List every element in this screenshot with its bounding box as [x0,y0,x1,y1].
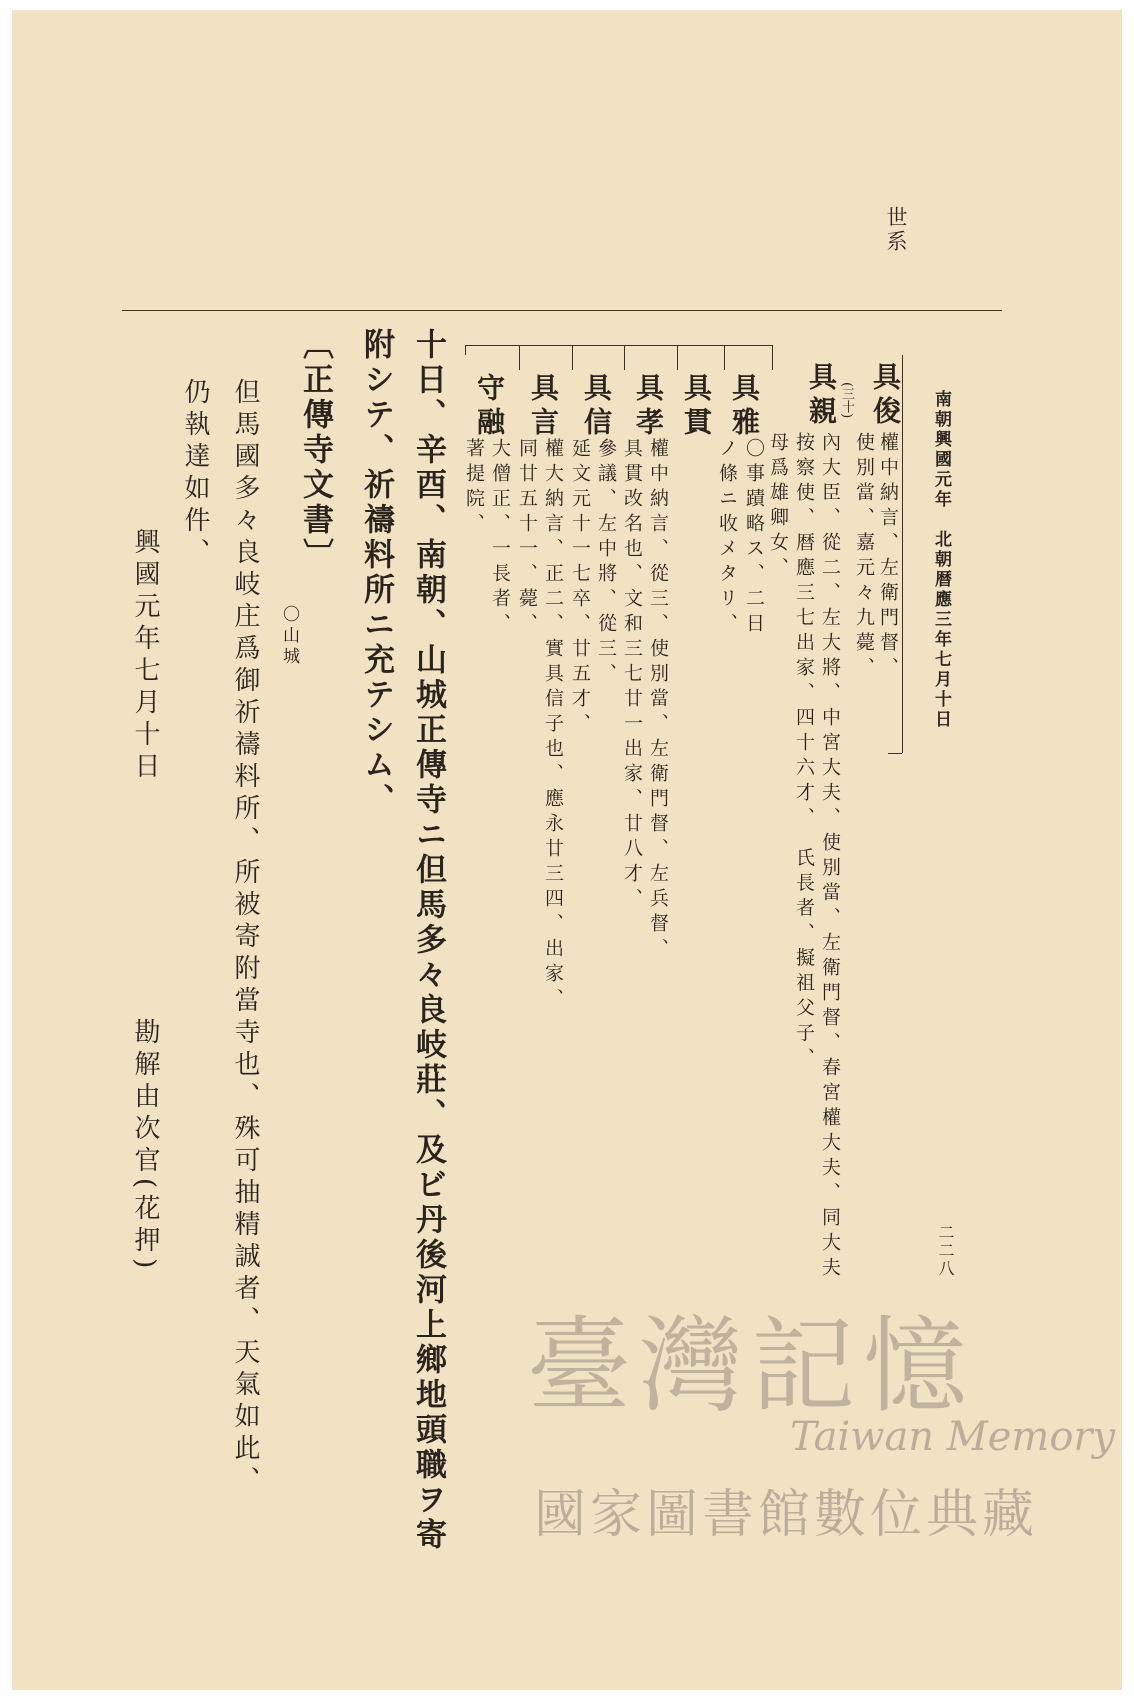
entry-main-line-1: 十日、辛酉、南朝、山城正傳寺ニ但馬多々良岐莊、及ビ丹後河上鄉地頭職ヲ寄 [410,328,446,1553]
document-page [12,10,1122,1690]
bracket-left-end [465,345,466,355]
entry-main-line-2: 附シテ、祈禱料所ニ充テシム、 [358,328,394,818]
document-text-line-2: 仍執達如件、 [180,378,210,570]
watermark-organization: 國家圖書館數位典藏 [534,1485,1039,1545]
name-gu-xin: 具信 [580,373,613,441]
header-rule [122,310,1002,311]
note-gu-xiao-2: 具貫改名也、文和三七廿一出家、廿八才、 [621,438,643,913]
box-right-line [902,355,903,753]
note-shou-rong-2: 著提院、 [463,438,485,538]
name-gu-yan: 具言 [527,373,560,441]
era-line: 南朝興國元年 北朝暦應三年七月十日 [931,390,951,730]
name-gu-ya: 具雅 [728,373,761,441]
tick-gu-guan [724,345,725,370]
note-gu-jun-2: 使別當、嘉元々九薨、 [853,432,875,682]
note-shou-rong-1: 大僧正、一長者、 [489,438,511,638]
section-title: 世系 [884,206,908,254]
tick-gu-yan [572,345,573,370]
name-gu-qin: 具親 [805,362,838,430]
document-signature: 勘解由次官(花押) [130,1018,160,1275]
note-gu-ya-2: ノ條ニ收メタリ、 [716,438,738,638]
marker-gu-qin: (三十) [839,382,854,419]
page-number: 二二八 [936,1224,955,1278]
tick-gu-xiao [677,345,678,370]
note-gu-xiao-1: 權中納言、從三、使別當、左衛門督、左兵督、 [647,438,669,963]
children-bracket [465,345,772,346]
note-gu-jun-1: 權中納言、左衛門督、 [877,432,899,682]
note-gu-qin-1: 內大臣、從二、左大將、中宮大夫、使別當、左衛門督、春宮權大夫、同大夫 [819,432,841,1282]
name-gu-jun: 具俊 [869,362,902,430]
note-gu-yan-1: 權大納言、正二、實具信子也、應永廿三四、出家、 [542,438,564,1013]
note-gu-qin-3: 母爲雄卿女、 [767,432,789,582]
tick-shou-rong [519,345,520,370]
name-shou-rong: 守融 [473,373,506,441]
note-gu-qin-2: 按察使、暦應三七出家、四十六才、 氏長者、擬祖父子、 [793,432,815,1073]
name-gu-guan: 具貫 [680,373,713,441]
note-gu-yan-2: 同廿五十一、薨、 [516,438,538,638]
note-gu-ya-1: 〇事蹟略ス、二日 [743,438,765,638]
tick-gu-xin [624,345,625,370]
note-gu-xin-1: 參議、左中將、從三、 [595,438,617,688]
box-bottom-line [888,753,902,754]
document-text-line-1: 但馬國多々良岐庄爲御祈禱料所、所被寄附當寺也、殊可抽精誠者、天氣如此、 [230,378,260,1498]
watermark-english: Taiwan Memory [790,1414,1116,1460]
note-gu-xin-2: 延文元十一七卒、廿五才、 [569,438,591,738]
document-date: 興國元年七月十日 [130,528,160,784]
document-title: 〔正傳寺文書〕 [297,328,333,573]
document-source: 〇山城 [279,605,299,668]
watermark-logo: 臺灣記憶 [527,1305,976,1427]
name-gu-xiao: 具孝 [632,373,665,441]
tick-gu-ya [772,345,773,370]
